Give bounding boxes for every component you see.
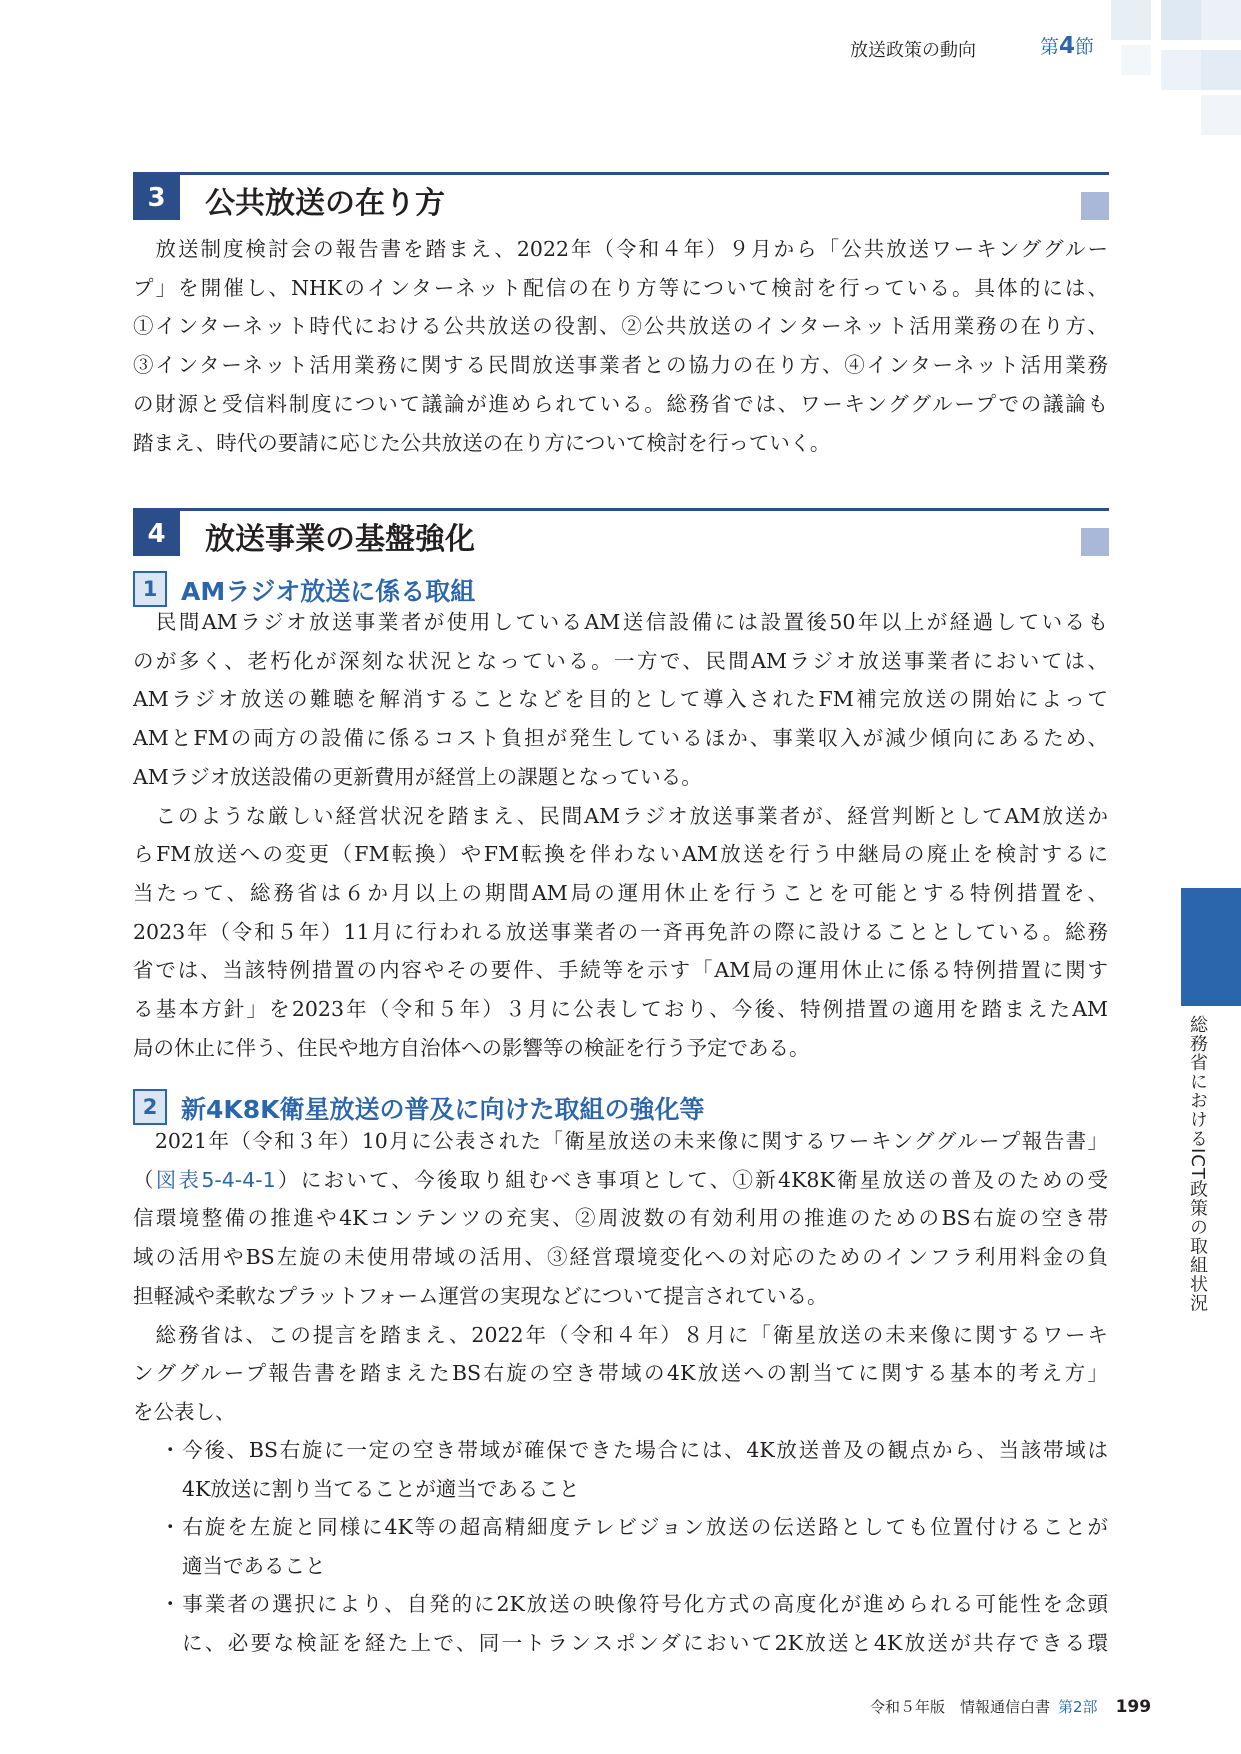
- figure-reference-link[interactable]: 図表5-4-4-1: [155, 1167, 276, 1192]
- sub1-paragraph: [133, 603, 1108, 1067]
- text-line: 担軽減や柔軟なプラットフォーム運営の実現などについて提言されている。: [133, 1283, 828, 1308]
- section-heading-3: [133, 172, 1109, 220]
- text-line: 2021年（令和３年）10月に公表された「衛星放送の未来像に関するワーキンググループ報告書」: [133, 1129, 1108, 1153]
- chapter-vertical-title: 総務省におけるICT政策の取組状況: [1187, 1015, 1208, 1313]
- text-line: の財源と受信料制度について議論が進められている。総務省では、ワーキンググループでの議論も: [133, 391, 1108, 416]
- text-line: 信環境整備の推進や4Kコンテンツの充実、②周波数の有効利用の推進のためのBS右旋の空き帯: [133, 1206, 1108, 1231]
- section-number: 3: [133, 172, 180, 220]
- text-line: ・事業者の選択により、自発的に2K放送の映像符号化方式の高度化が進められる可能性を念頭: [160, 1592, 1108, 1616]
- text-line: このような厳しい経営状況を踏まえ、民間AMラジオ放送事業者が、経営判断としてAM放送か: [133, 803, 1108, 828]
- header-corner-decoration: [1091, 0, 1241, 150]
- bullet-item: [160, 1508, 1108, 1585]
- text-line: に、必要な検証を経た上で、同一トランスポンダにおいて2K放送と4K放送が共存できる環: [182, 1630, 1108, 1655]
- text-line: 民間AMラジオ放送事業者が使用しているAM送信設備には設置後50年以上が経過しているも: [133, 610, 1108, 634]
- text-line: 踏まえ、時代の要請に応じた公共放送の在り方について検討を行っていく。: [133, 430, 831, 455]
- text-line: AMとFMの両方の設備に係るコスト負担が発生しているほか、事業収入が減少傾向にあるため、: [133, 726, 1108, 751]
- text-line: ③インターネット活用業務に関する民間放送事業者との協力の在り方、④インターネット活用業務: [133, 353, 1108, 378]
- section-title: 放送事業の基盤強化: [205, 522, 475, 557]
- page-number: 199: [1115, 1697, 1152, 1717]
- subsection-number: 2: [133, 1089, 167, 1125]
- text-line: プ」を開催し、NHKのインターネット配信の在り方等について検討を行っている。具体的には、: [133, 275, 1108, 300]
- bullet-item: [160, 1585, 1108, 1662]
- running-header-title: 放送政策の動向: [850, 40, 976, 61]
- chapter-tab-label: 第 5 章: [1183, 906, 1203, 979]
- footer-book-title: 令和５年版 情報通信白書: [870, 1698, 1051, 1716]
- text-line: 適当であること: [182, 1553, 326, 1578]
- text-line: 総務省は、この提言を踏まえ、2022年（令和４年）８月に「衛星放送の未来像に関するワーキ: [133, 1322, 1108, 1347]
- subsection-title: AMラジオ放送に係る取組: [181, 577, 476, 606]
- text-line: 放送制度検討会の報告書を踏まえ、2022年（令和４年）９月から「公共放送ワーキンググルー: [133, 237, 1108, 261]
- text-line: ①インターネット時代における公共放送の役割、②公共放送のインターネット活用業務の在り方、: [133, 314, 1108, 339]
- text-line: AMラジオ放送の難聴を解消することなどを目的として導入されたFM補完放送の開始によって: [133, 687, 1108, 712]
- text-line: る基本方針」を2023年（令和５年）３月に公表しており、今後、特例措置の適用を踏まえたAM: [133, 997, 1108, 1022]
- text-line: のが多く、老朽化が深刻な状況となっている。一方で、民間AMラジオ放送事業者においては、: [133, 648, 1108, 673]
- text-line: を公表し、: [133, 1399, 236, 1424]
- text-line: （図表5-4-4-1）において、今後取り組むべき事項として、①新4K8K衛星放送の普及のための受: [133, 1167, 1108, 1192]
- text-line: 省では、当該特例措置の内容やその要件、手続等を示す「AM局の運用休止に係る特例措置に関す: [133, 958, 1108, 983]
- text-line: 4K放送に割り当てることが適当であること: [182, 1476, 580, 1501]
- section-heading-4: [133, 508, 1109, 556]
- page-footer: [870, 1696, 1151, 1717]
- subsection-number: 1: [133, 571, 167, 607]
- text-line: 当たって、総務省は６か月以上の期間AM局の運用休止を行うことを可能とする特例措置を、: [133, 880, 1108, 905]
- section3-paragraph: [133, 230, 1108, 462]
- text-line: らFM放送への変更（FM転換）やFM転換を伴わないAM放送を行う中継局の廃止を検討するに: [133, 842, 1108, 867]
- text-line: AMラジオ放送設備の更新費用が経営上の課題となっている。: [133, 764, 702, 789]
- section-number: 4: [133, 508, 180, 556]
- text-line: 域の活用やBS左旋の未使用帯域の活用、③経営環境変化への対応のためのインフラ利用料金の負: [133, 1245, 1108, 1270]
- text-line: ンググループ報告書を踏まえたBS右旋の空き帯域の4K放送への割当てに関する基本的考え方」: [133, 1361, 1108, 1386]
- text-line: ・今後、BS右旋に一定の空き帯域が確保できた場合には、4K放送普及の観点から、当該帯域は: [160, 1438, 1108, 1462]
- footer-part: 第2部: [1058, 1698, 1098, 1716]
- running-header-section: 第4節: [1040, 33, 1095, 59]
- sub2-paragraph: [133, 1122, 1108, 1432]
- text-line: 2023年（令和５年）11月に行われる放送事業者の一斉再免許の際に設けることとしている。総務: [133, 919, 1108, 944]
- bullet-item: [160, 1431, 1108, 1508]
- text-line: 局の休止に伴う、住民や地方自治体への影響等の検証を行う予定である。: [133, 1035, 810, 1060]
- section-title: 公共放送の在り方: [205, 186, 445, 221]
- text-line: ・右旋を左旋と同様に4K等の超高精細度テレビジョン放送の伝送路としても位置付けることが: [160, 1515, 1108, 1539]
- subsection-title: 新4K8K衛星放送の普及に向けた取組の強化等: [181, 1095, 705, 1124]
